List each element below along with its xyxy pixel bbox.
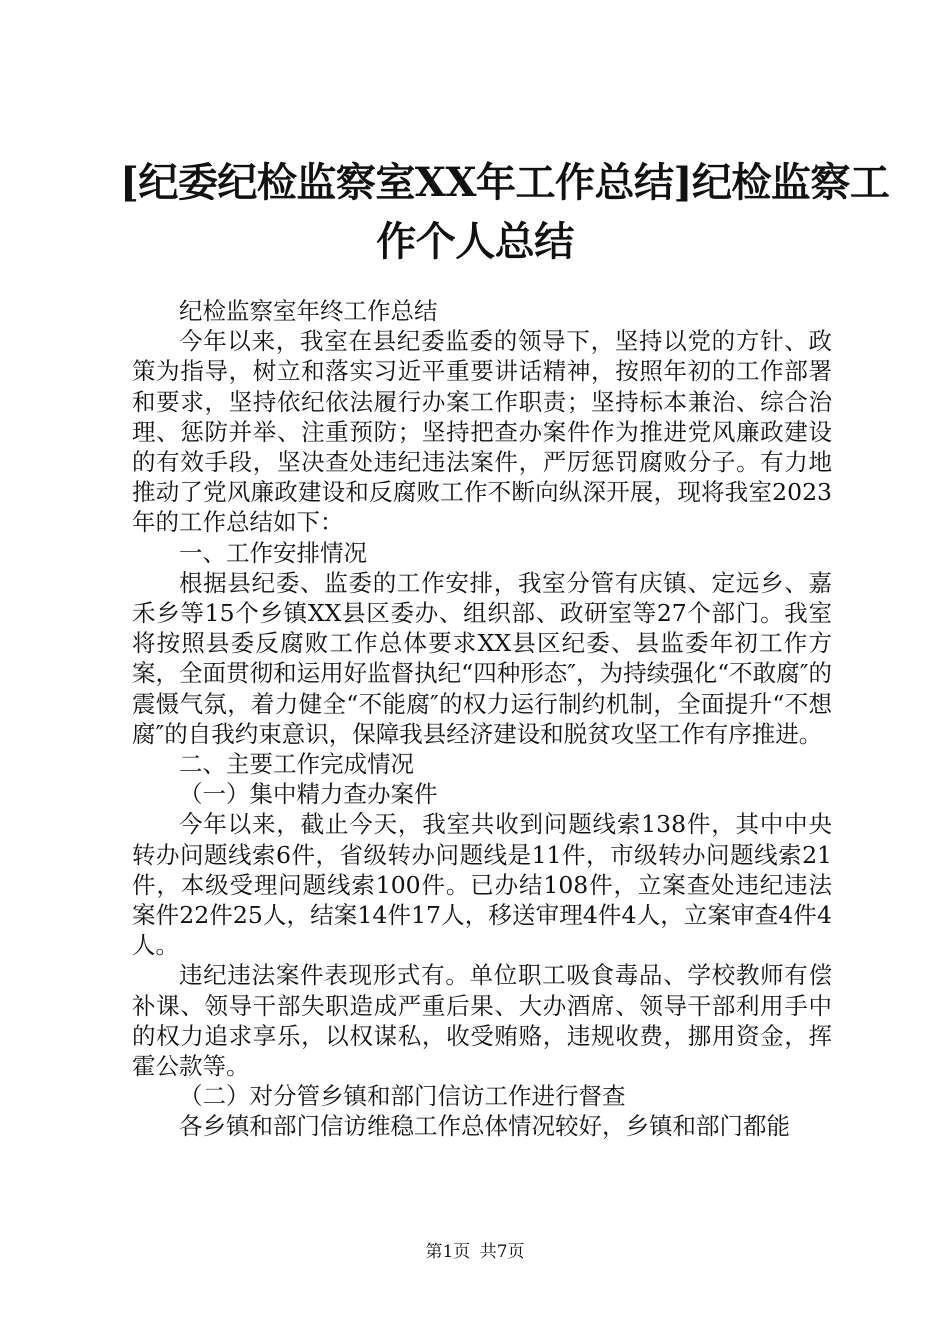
paragraph-subtitle: 纪检监察室年终工作总结	[179, 297, 438, 325]
paragraph-petition: 各乡镇和部门信访维稳工作总体情况较好，乡镇和部门都能	[179, 1112, 790, 1141]
page-total: 共7页	[479, 1242, 525, 1262]
document-title-line-2: 作个人总结	[376, 218, 574, 265]
paragraph-intro: 今年以来，我室在县纪委监委的领导下，坚持以党的方针、政策为指导，树立和落实习近平重要讲话精神，按照年初的工作部署和要求，坚持依纪依法履行办案工作职责；坚持标本兼治、综合治理、惩防并举、注重预防；坚持把查办案件作为推进党风廉政建设的有效手段，坚决查处违纪违法案件，严厉惩罚腐败分子。有力地推动了党风廉政建设和反腐败工作不断向纵深开展，现将我室2023年的工作总结如下：	[132, 327, 832, 537]
section-heading-1: 一、工作安排情况	[179, 538, 367, 567]
document-body	[132, 296, 832, 1142]
paragraph-case-forms: 违纪违法案件表现形式有。单位职工吸食毒品、学校教师有偿补课、领导干部失职造成严重后果、大办酒席、领导干部利用手中的权力追求享乐，以权谋私，收受贿赂，违规收费，挪用资金，挥霍公款等。	[132, 961, 832, 1081]
page-footer	[0, 1242, 950, 1262]
paragraph-case-statistics: 今年以来，截止今天，我室共收到问题线索138件，其中中央转办问题线索6件，省级转办问题线是11件，市级转办问题线索21件，本级受理问题线索100件。已办结108件，立案查处违纪违法案件22件25人，结案14件17人，移送审理4件4人，立案审查4件4人。	[132, 810, 832, 960]
page-number: 第1页	[425, 1242, 471, 1262]
section-heading-2: 二、主要工作完成情况	[179, 750, 414, 779]
paragraph-work-arrangement: 根据县纪委、监委的工作安排，我室分管有庆镇、定远乡、嘉禾乡等15个乡镇XX县区委办、组织部、政研室等27个部门。我室将按照县委反腐败工作总体要求XX县区纪委、县监委年初工作方案，全面贯彻和运用好监督执纪“四种形态″，为持续强化“不敢腐″的震慑气氛，着力健全“不能腐″的权力运行制约机制，全面提升“不想腐″的自我约束意识，保障我县经济建设和脱贫攻坚工作有序推进。	[132, 568, 832, 748]
subsection-heading-1: （一）集中精力查办案件	[179, 780, 438, 809]
document-title-line-1: [纪委纪检监察室XX年工作总结]纪检监察工	[120, 159, 890, 206]
subsection-heading-2: （二）对分管乡镇和部门信访工作进行督查	[179, 1082, 626, 1111]
